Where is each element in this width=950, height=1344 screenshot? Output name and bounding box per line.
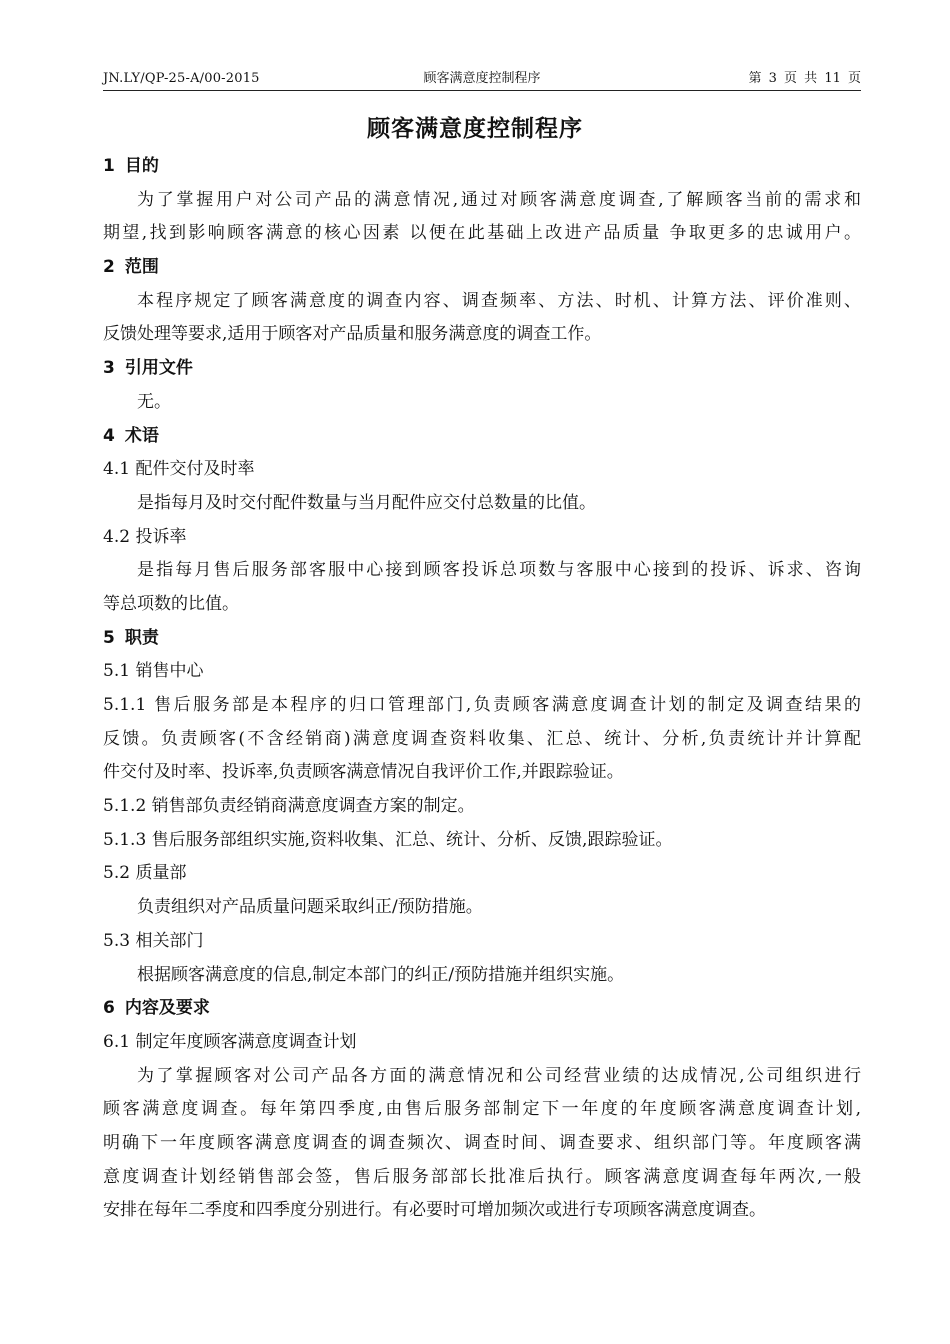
page-number: 第 3 页 共 11 页 [748,71,861,86]
subsection-heading: 5.1 销售中心 [103,661,204,682]
section-title: 术语 [124,425,159,446]
paragraph-line: 反馈。负责顾客(不含经销商)满意度调查资料收集、汇总、统计、分析,负责统计并计算配 [103,728,861,749]
section-number: 6 [103,998,115,1019]
section-heading-terms [103,420,861,454]
section-heading-scope [103,251,861,285]
section-heading-responsibilities [103,622,861,656]
document-title: 顾客满意度控制程序 [367,116,583,142]
section-heading-content-requirements [103,992,861,1026]
header-document-name: 顾客满意度控制程序 [423,71,541,86]
subsection-heading: 4.1 配件交付及时率 [103,459,255,480]
paragraph-line: 反馈处理等要求,适用于顾客对产品质量和服务满意度的调查工作。 [103,324,602,345]
section-number: 4 [103,425,115,446]
section-heading-purpose [103,150,861,184]
paragraph-line: 无。 [137,391,171,412]
paragraph-line: 为了掌握用户对公司产品的满意情况,通过对顾客满意度调查,了解顾客当前的需求和 [137,189,861,210]
section-title: 内容及要求 [124,998,210,1019]
section-title: 目的 [124,156,159,176]
section-heading-references [103,352,861,386]
page-header [103,70,861,91]
paragraph-line: 负责组织对产品质量问题采取纠正/预防措施。 [137,897,483,918]
section-title: 职责 [124,627,159,648]
section-number: 2 [103,257,115,278]
paragraph-line: 是指每月及时交付配件数量与当月配件应交付总数量的比值。 [137,492,596,513]
subsection-heading: 6.1 制定年度顾客满意度调查计划 [103,1031,357,1052]
document-code: JN.LY/QP-25-A/00-2015 [103,71,260,86]
paragraph-line: 本程序规定了顾客满意度的调查内容、调查频率、方法、时机、计算方法、评价准则、 [137,290,861,311]
paragraph-line: 安排在每年二季度和四季度分别进行。有必要时可增加频次或进行专项顾客满意度调查。 [103,1200,766,1221]
paragraph-line: 期望,找到影响顾客满意的核心因素 以便在此基础上改进产品质量 争取更多的忠诚用户。 [103,223,861,244]
document-body [103,150,861,1228]
paragraph-line: 为了掌握顾客对公司产品各方面的满意情况和公司经营业绩的达成情况,公司组织进行 [137,1065,861,1086]
paragraph-line: 是指每月售后服务部客服中心接到顾客投诉总项数与客服中心接到的投诉、诉求、咨询 [137,560,861,581]
paragraph-line: 件交付及时率、投诉率,负责顾客满意情况自我评价工作,并跟踪验证。 [103,762,624,783]
paragraph-line: 根据顾客满意度的信息,制定本部门的纠正/预防措施并组织实施。 [137,964,625,985]
section-number: 5 [103,627,115,648]
paragraph-line: 5.1.2 销售部负责经销商满意度调查方案的制定。 [103,796,475,817]
section-number: 3 [103,358,115,379]
section-title: 范围 [124,257,159,278]
paragraph-line: 明确下一年度顾客满意度调查的调查频次、调查时间、调查要求、组织部门等。年度顾客满 [103,1132,861,1153]
section-number: 1 [103,156,115,176]
section-title: 引用文件 [124,358,193,379]
paragraph-line: 意度调查计划经销售部会签，售后服务部部长批准后执行。顾客满意度调查每年两次,一般 [103,1166,861,1187]
paragraph-line: 5.1.3 售后服务部组织实施,资料收集、汇总、统计、分析、反馈,跟踪验证。 [103,829,673,850]
subsection-heading: 5.3 相关部门 [103,930,204,951]
paragraph-line: 5.1.1 售后服务部是本程序的归口管理部门,负责顾客满意度调查计划的制定及调查结果的 [103,695,861,715]
subsection-heading: 4.2 投诉率 [103,526,187,547]
paragraph-line: 顾客满意度调查。每年第四季度,由售后服务部制定下一年度的年度顾客满意度调查计划, [103,1099,861,1120]
subsection-heading: 5.2 质量部 [103,863,187,884]
paragraph-line: 等总项数的比值。 [103,593,239,614]
